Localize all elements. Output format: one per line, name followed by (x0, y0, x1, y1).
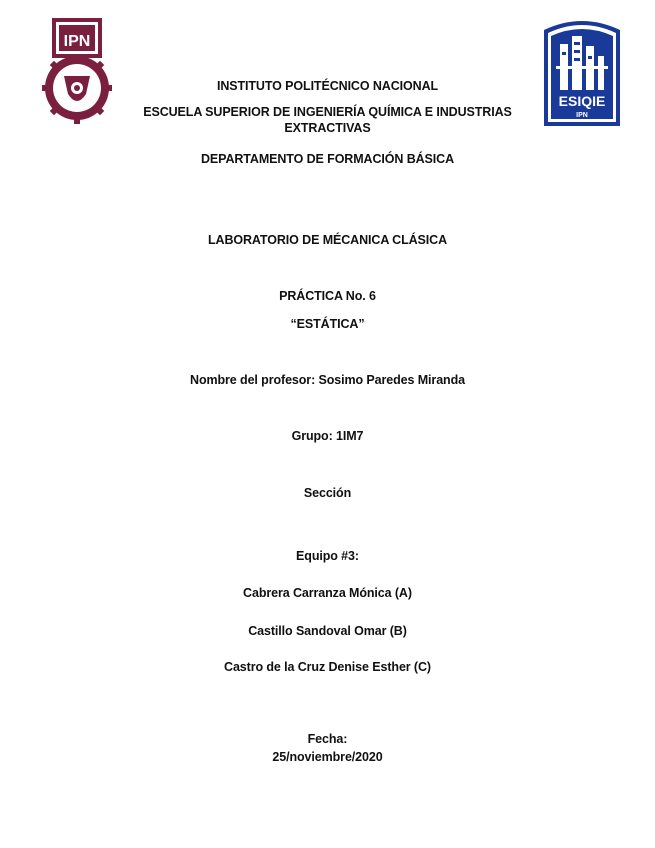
date-value: 25/noviembre/2020 (272, 750, 383, 764)
department-name: DEPARTAMENTO DE FORMACIÓN BÁSICA (200, 152, 455, 166)
practice-number: PRÁCTICA No. 6 (279, 289, 376, 303)
lab-name: LABORATORIO DE MÉCANICA CLÁSICA (207, 233, 448, 247)
date-label: Fecha: (307, 732, 348, 746)
esiqie-logo-subtext: IPN (576, 112, 588, 119)
ipn-logo-text: IPN (63, 33, 91, 50)
professor-name: Nombre del profesor: Sosimo Paredes Miranda (190, 373, 465, 387)
section: Sección (303, 486, 352, 500)
institute-name: INSTITUTO POLITÉCNICO NACIONAL (216, 79, 439, 93)
group: Grupo: 1IM7 (291, 429, 364, 443)
practice-title: “ESTÁTICA” (290, 317, 365, 331)
ipn-logo (42, 16, 112, 128)
team-member: Cabrera Carranza Mónica (A) (243, 586, 412, 600)
team-label: Equipo #3: (296, 549, 359, 563)
esiqie-logo (542, 16, 622, 128)
school-name: ESCUELA SUPERIOR DE INGENIERÍA QUÍMICA E INDUSTRIAS EXTRACTIVAS (143, 105, 512, 135)
esiqie-logo-text: ESIQIE (558, 93, 606, 109)
team-member: Castillo Sandoval Omar (B) (248, 624, 407, 638)
team-member: Castro de la Cruz Denise Esther (C) (224, 660, 431, 674)
